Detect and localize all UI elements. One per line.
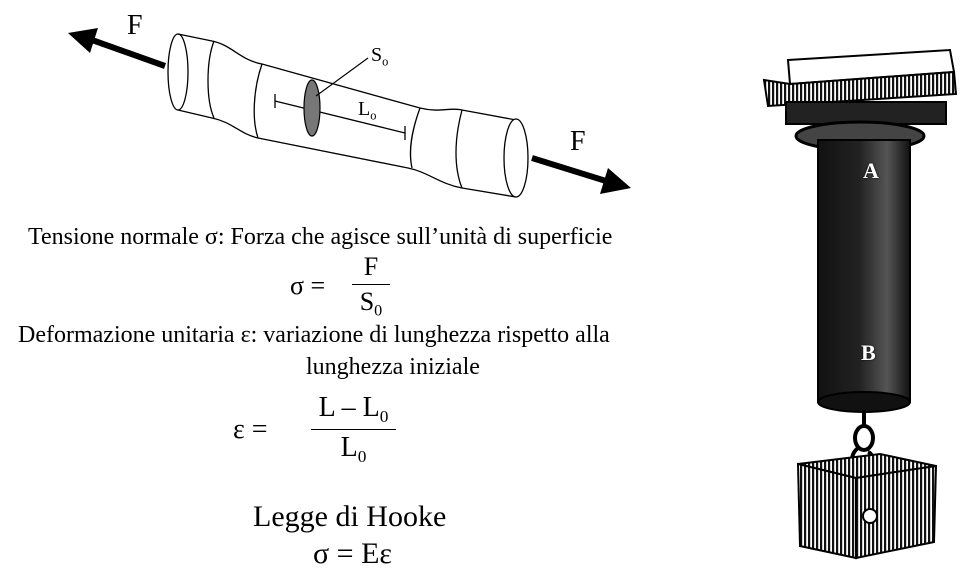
stress-numerator: F	[363, 252, 379, 281]
weight-block	[798, 454, 936, 558]
area-label: $S_o$	[371, 44, 389, 69]
stress-fraction	[352, 252, 391, 321]
stress-definition: Tensione normale σ: Forza che agisce sull’unità di superficie	[28, 224, 613, 250]
stress-formula	[290, 252, 390, 321]
force-arrow-right	[532, 158, 631, 194]
strain-denominator: $L_0$	[340, 432, 367, 467]
top-slab	[764, 50, 956, 124]
specimen-body	[168, 34, 528, 197]
stress-lhs: σ =	[290, 271, 326, 301]
area-leader-line	[316, 58, 368, 96]
force-arrow-left	[68, 28, 165, 66]
strain-lhs: ε =	[233, 413, 268, 445]
strain-formula	[233, 392, 396, 467]
stress-denominator: $S_0$	[359, 287, 383, 320]
strain-definition-line2: lunghezza iniziale	[306, 354, 480, 380]
column-weight-illustration	[760, 40, 960, 570]
strain-numerator: L – $L_0$	[318, 392, 389, 427]
force-label-left: F	[127, 10, 143, 41]
column-label-a: A	[863, 158, 879, 183]
hooke-formula: σ = Eε	[313, 537, 393, 570]
strain-definition-line1: Deformazione unitaria ε: variazione di lunghezza rispetto alla	[18, 322, 610, 348]
column-label-b: B	[861, 340, 876, 365]
cross-section-area	[304, 80, 320, 136]
length-label: $L_o$	[358, 98, 377, 123]
strain-fraction	[311, 392, 397, 467]
force-label-right: F	[570, 126, 586, 157]
hooke-title: Legge di Hooke	[253, 500, 447, 533]
tensile-specimen-diagram	[60, 10, 650, 200]
